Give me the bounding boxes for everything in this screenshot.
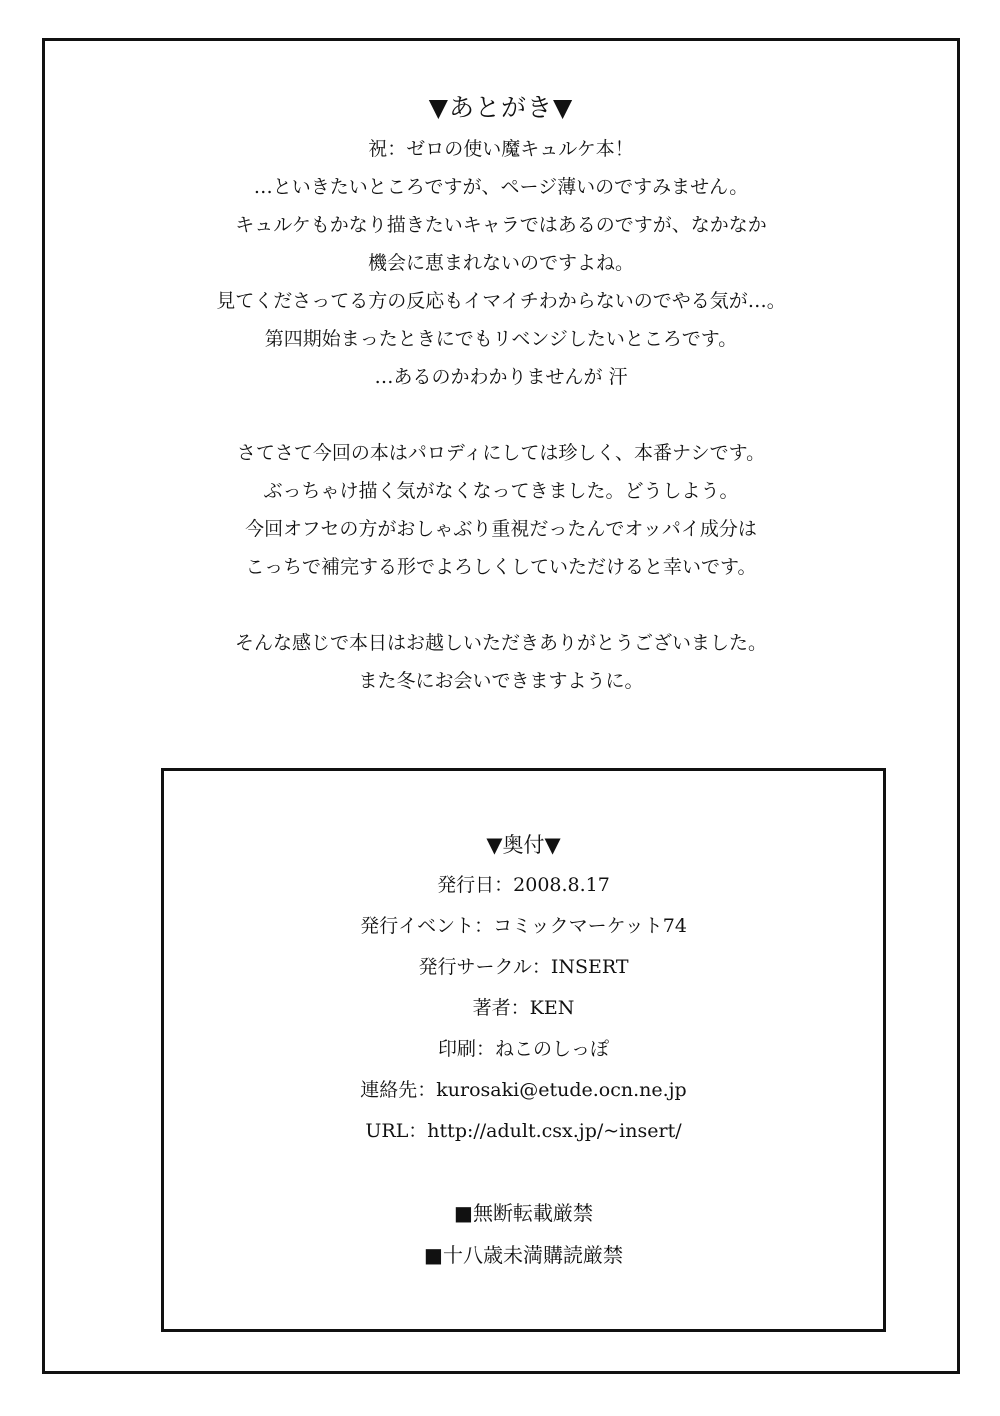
- afterword-line: また冬にお会いできますように。: [358, 670, 644, 692]
- colophon-event: 発行イベント：コミックマーケット74: [360, 915, 687, 937]
- colophon-circle: 発行サークル：INSERT: [418, 956, 629, 978]
- no-reproduction-notice: ■無断転載厳禁: [454, 1201, 593, 1225]
- colophon-contact: 連絡先：kurosaki@etude.ocn.ne.jp: [360, 1079, 687, 1101]
- colophon-box: [161, 768, 886, 1332]
- afterword-line: キュルケもかなり描きたいキャラではあるのですが、なかなか: [235, 214, 767, 236]
- afterword-line: ぶっちゃけ描く気がなくなってきました。どうしよう。: [263, 480, 739, 502]
- paragraph-gap: [42, 396, 960, 434]
- afterword-line: 機会に恵まれないのですよね。: [367, 252, 634, 274]
- afterword-line: …あるのかわかりませんが 汗: [374, 366, 628, 388]
- afterword-line: こっちで補完する形でよろしくしていただけると幸いです。: [245, 556, 757, 578]
- colophon-heading: ▼奥付▼: [486, 833, 561, 857]
- afterword-line: 今回オフセの方がおしゃぶり重視だったんでオッパイ成分は: [245, 518, 757, 540]
- afterword-section: [42, 86, 960, 700]
- afterword-line: そんな感じで本日はお越しいただきありがとうございました。: [234, 632, 767, 654]
- colophon-printer: 印刷：ねこのしっぽ: [437, 1038, 609, 1060]
- afterword-line: …といきたいところですが、ページ薄いのですみません。: [253, 176, 749, 198]
- afterword-line: さてさて今回の本はパロディにしては珍しく、本番ナシです。: [236, 442, 766, 464]
- paragraph-gap: [42, 586, 960, 624]
- afterword-heading: ▼あとがき▼: [428, 93, 574, 122]
- colophon-url: URL：http://adult.csx.jp/~insert/: [365, 1120, 682, 1142]
- afterword-line: 見てくださってる方の反応もイマイチわからないのでやる気が…。: [216, 290, 786, 312]
- afterword-line: 第四期始まったときにでもリベンジしたいところです。: [264, 328, 738, 350]
- colophon-section: [164, 825, 883, 1276]
- colophon-author: 著者：KEN: [472, 997, 575, 1019]
- afterword-line: 祝：ゼロの使い魔キュルケ本！: [368, 138, 634, 160]
- colophon-publish-date: 発行日：2008.8.17: [437, 874, 610, 896]
- colophon-gap: [164, 1152, 883, 1192]
- age-restriction-notice: ■十八歳未満購読厳禁: [424, 1243, 623, 1267]
